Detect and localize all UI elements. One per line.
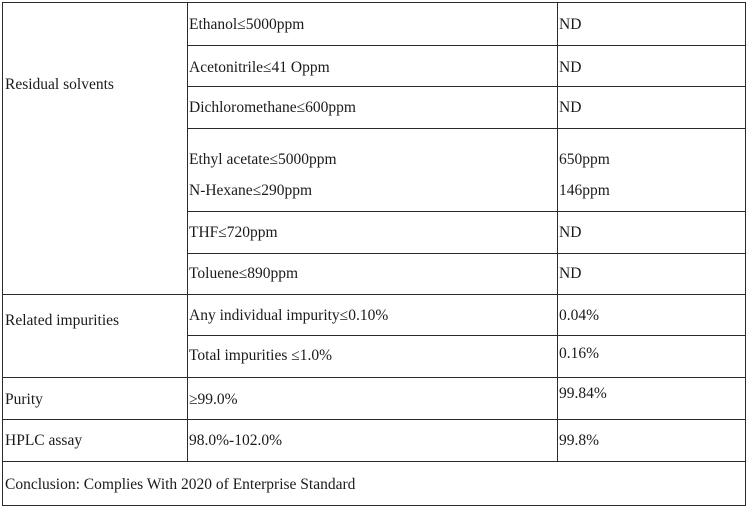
result-cell: 99.8% — [559, 432, 600, 449]
conclusion-text: Conclusion: Complies With 2020 of Enterprise Standard — [5, 476, 356, 493]
rule-bottom — [2, 505, 746, 506]
spec-cell: Any individual impurity≤0.10% — [189, 307, 389, 324]
rule — [187, 45, 746, 46]
rule — [2, 461, 746, 462]
result-cell: 99.84% — [559, 385, 607, 402]
rule — [187, 211, 746, 212]
result-cell: 650ppm — [559, 151, 610, 168]
spec-cell: Dichloromethane≤600ppm — [189, 99, 356, 116]
spec-cell: N-Hexane≤290ppm — [189, 182, 313, 199]
result-cell: 0.04% — [559, 307, 600, 324]
spec-cell: Ethanol≤5000ppm — [189, 16, 305, 33]
rule — [187, 86, 746, 87]
result-cell: ND — [559, 16, 582, 33]
rule-col1 — [187, 2, 188, 461]
result-cell: 146ppm — [559, 182, 610, 199]
rule — [187, 128, 746, 129]
rule — [2, 294, 746, 295]
spec-cell: Toluene≤890ppm — [189, 265, 299, 282]
group-label-purity: Purity — [5, 391, 43, 408]
spec-cell: Ethyl acetate≤5000ppm — [189, 151, 337, 168]
spec-cell: 98.0%-102.0% — [189, 432, 282, 449]
rule-left — [2, 2, 3, 506]
rule — [2, 419, 746, 420]
group-label-related-impurities: Related impurities — [5, 312, 120, 329]
spec-cell: ≥99.0% — [189, 391, 238, 408]
rule — [187, 253, 746, 254]
rule-right — [745, 2, 746, 506]
spec-cell: Acetonitrile≤41 Oppm — [189, 59, 330, 76]
group-label-residual-solvents: Residual solvents — [5, 76, 114, 93]
group-label-hplc-assay: HPLC assay — [5, 432, 83, 449]
result-cell: 0.16% — [559, 345, 600, 362]
result-cell: ND — [559, 59, 582, 76]
rule-top — [2, 2, 746, 3]
rule — [2, 377, 746, 378]
result-cell: ND — [559, 265, 582, 282]
spec-cell: Total impurities ≤1.0% — [189, 347, 333, 364]
rule-col2 — [557, 2, 558, 461]
result-cell: ND — [559, 99, 582, 116]
spec-cell: THF≤720ppm — [189, 224, 278, 241]
rule — [187, 335, 746, 336]
result-cell: ND — [559, 224, 582, 241]
